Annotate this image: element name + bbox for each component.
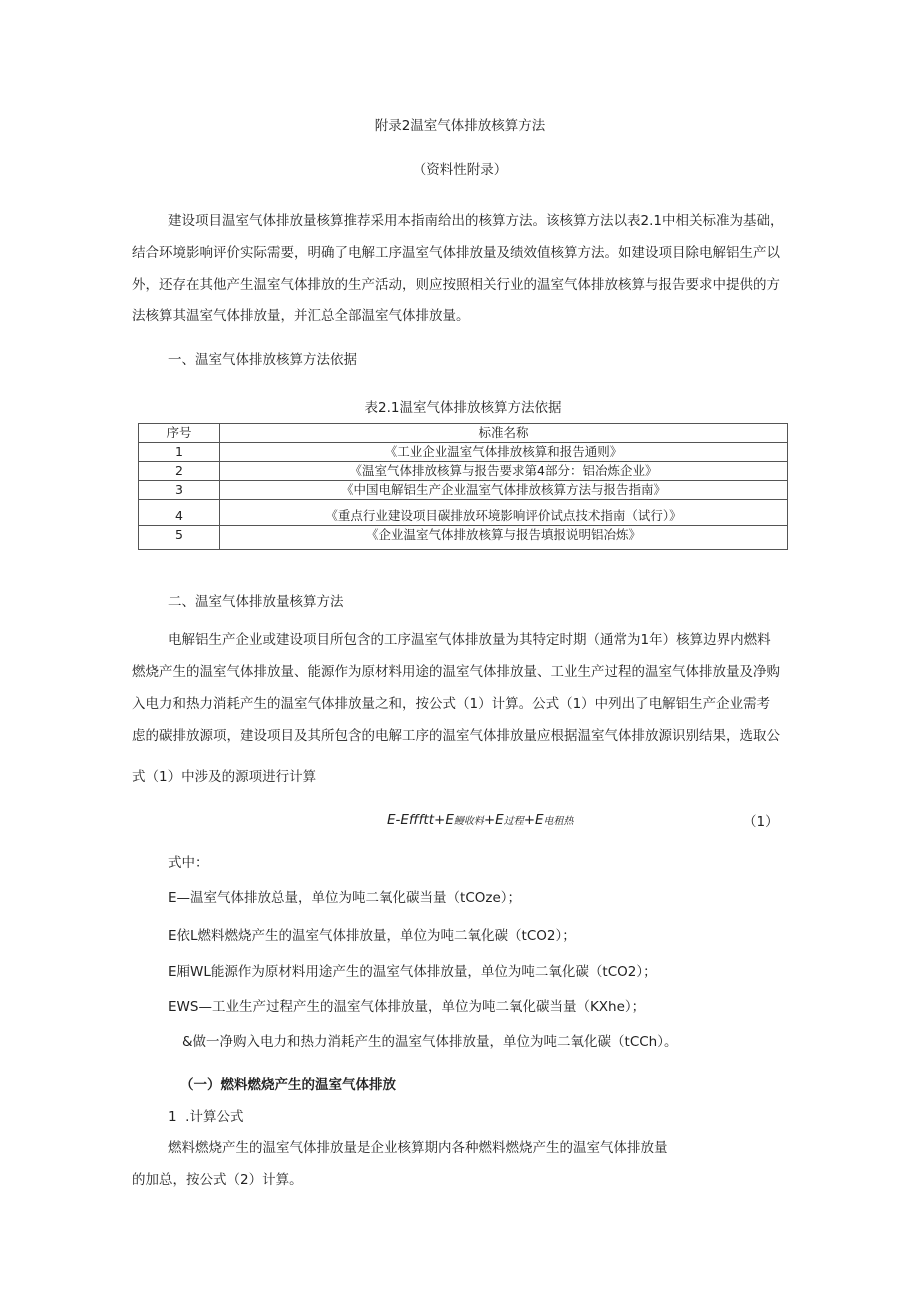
definition-line: E—温室气体排放总量，单位为吨二氧化碳当量（tCOze）； [168,890,522,906]
fuel-text-line: 的加总，按公式（2）计算。 [132,1172,303,1188]
row-standard-name: 《重点行业建设项目碳排放环境影响评价试点技术指南（试行）》 [220,500,788,526]
intro-line: 建设项目温室气体排放量核算推荐采用本指南给出的核算方法。该核算方法以表2.1中相关标准为基础， [168,213,784,229]
table-row [139,462,788,481]
method-line: 电解铝生产企业或建设项目所包含的工序温室气体排放量为其特定时期（通常为1年）核算边界内燃料 [168,632,771,648]
column-header-name: 标准名称 [220,424,788,443]
intro-line: 结合环境影响评价实际需要，明确了电解工序温室气体排放量及绩效值核算方法。如建设项目除电解铝生产以 [132,245,780,261]
formula-1 [387,810,574,832]
appendix-subtitle: （资料性附录） [412,162,508,178]
intro-line: 法核算其温室气体排放量，并汇总全部温室气体排放量。 [132,308,470,324]
appendix-title: 附录2温室气体排放核算方法 [374,118,546,134]
item-heading-formula: 1 .计算公式 [168,1109,244,1125]
intro-line: 外，还存在其他产生温室气体排放的生产活动，则应按照相关行业的温室气体排放核算与报告要求中提供的方 [132,277,780,293]
row-index: 2 [139,462,220,481]
method-line: 燃烧产生的温室气体排放量、能源作为原材料用途的温室气体排放量、工业生产过程的温室气体排放量及净购 [132,664,780,680]
formula-number: （1） [743,814,779,830]
fuel-text-line: 燃料燃烧产生的温室气体排放量是企业核算期内各种燃料燃烧产生的温室气体排放量 [168,1140,668,1156]
formula-sub-electricity: 电租热 [543,816,574,827]
row-index: 4 [139,500,220,526]
formula-sub-energy: 鳗收料 [453,816,484,827]
section-heading-basis: 一、温室气体排放核算方法依据 [168,352,357,368]
table-row [139,526,788,550]
row-standard-name: 《温室气体排放核算与报告要求第4部分：铝冶炼企业》 [220,462,788,481]
standards-table [138,423,788,550]
definition-line: &做一净购入电力和热力消耗产生的温室气体排放量，单位为吨二氧化碳（tCCh）。 [182,1034,678,1050]
method-line: 入电力和热力消耗产生的温室气体排放量之和，按公式（1）计算。公式（1）中列出了电解铝生产企业需考 [132,696,771,712]
table-row [139,500,788,526]
formula-plus: +E [523,812,544,828]
method-line: 虑的碳排放源项，建设项目及其所包含的电解工序的温室气体排放量应根据温室气体排放源识别结果，选取公 [132,728,780,744]
row-standard-name: 《中国电解铝生产企业温室气体排放核算方法与报告指南》 [220,481,788,500]
row-index: 1 [139,443,220,462]
row-standard-name: 《工业企业温室气体排放核算和报告通则》 [220,443,788,462]
formula-main: E-Effftt+E [387,812,454,828]
table-row [139,443,788,462]
definition-line: EWS—工业生产过程产生的温室气体排放量，单位为吨二氧化碳当量（KXhe）； [168,999,646,1015]
row-index: 5 [139,526,220,550]
definition-line: E厢WL能源作为原材料用途产生的温室气体排放量，单位为吨二氧化碳（tCO2）； [168,964,657,980]
row-standard-name: 《企业温室气体排放核算与报告填报说明铝冶炼》 [220,526,788,550]
definition-line: E依L燃料燃烧产生的温室气体排放量，单位为吨二氧化碳（tCO2）； [168,928,576,944]
row-index: 3 [139,481,220,500]
formula-plus: +E [483,812,504,828]
column-header-index: 序号 [139,424,220,443]
table-header-row [139,424,788,443]
table-row [139,481,788,500]
section-heading-method: 二、温室气体排放量核算方法 [168,594,344,610]
where-label: 式中： [168,855,209,871]
formula-sub-process: 过程 [503,816,524,827]
subsection-heading-fuel: （一）燃料燃烧产生的温室气体排放 [180,1077,396,1093]
table-caption: 表2.1温室气体排放核算方法依据 [364,400,562,416]
method-line: 式（1）中涉及的源项进行计算 [132,769,317,785]
